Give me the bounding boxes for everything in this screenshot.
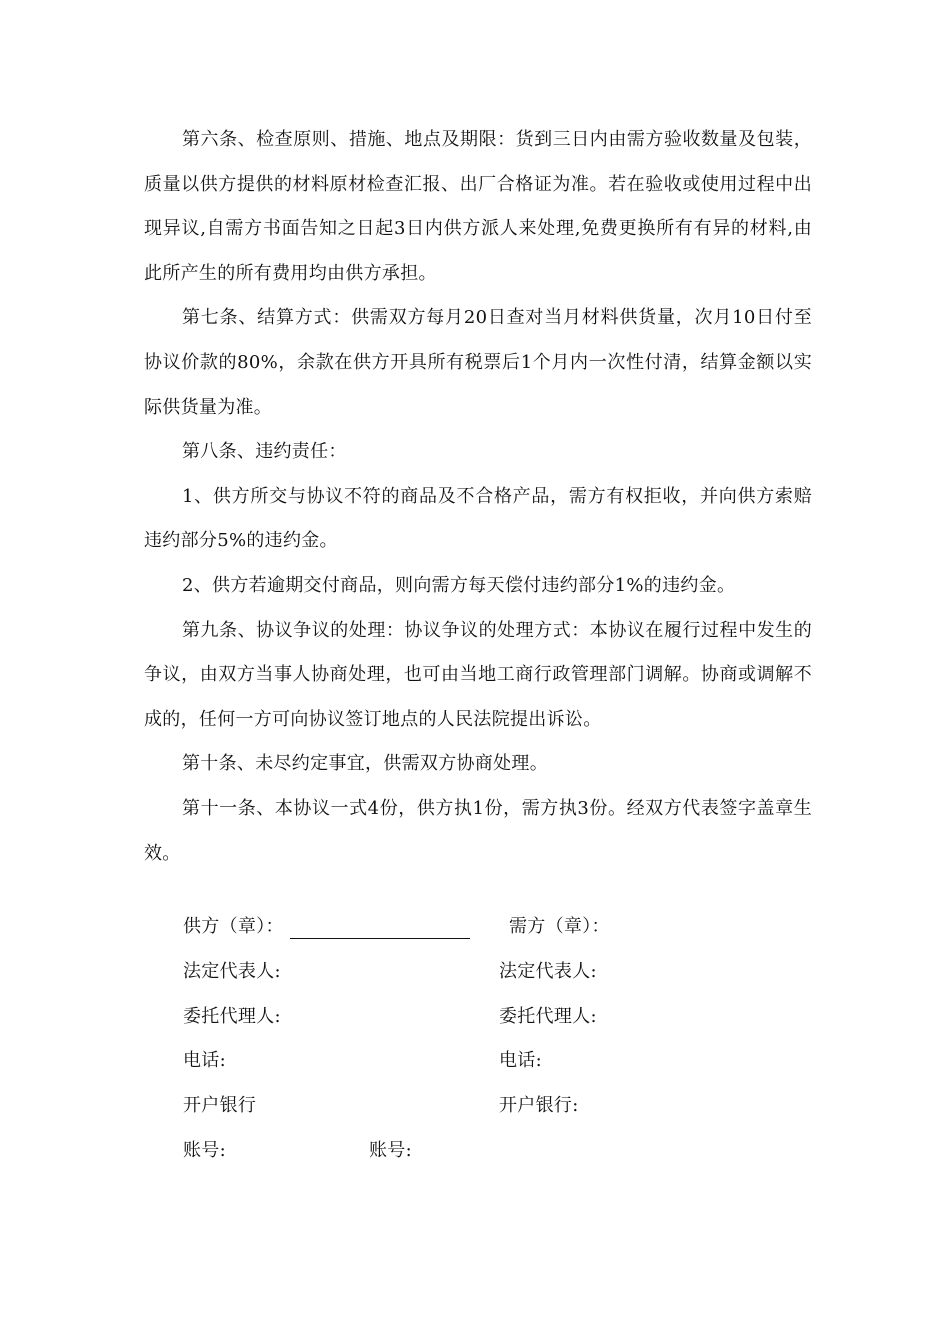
seal-row [183, 905, 823, 950]
buyer-agent-label: 委托代理人: [499, 1005, 597, 1027]
article-6-paragraph: 第六条、检查原则、措施、地点及期限：货到三日内由需方验收数量及包装，质量以供方提供的材料原材检查汇报、出厂合格证为准。若在验收或使用过程中出现异议,自需方书面告知之日起3日内供方派人来处理,免费更换所有有异的材料,由此所产生的所有费用均由供方承担。 [144, 129, 812, 284]
representative-row [183, 950, 823, 995]
buyer-bank-label: 开户银行: [499, 1095, 579, 1117]
contract-body [144, 118, 812, 876]
article-10-paragraph: 第十条、未尽约定事宜，供需双方协商处理。 [182, 753, 548, 775]
article-9-paragraph: 第九条、协议争议的处理：协议争议的处理方式：本协议在履行过程中发生的争议，由双方当事人协商处理，也可由当地工商行政管理部门调解。协商或调解不成的，任何一方可向协议签订地点的人民法院提出诉讼。 [144, 619, 812, 730]
article-8-clause-2: 2、供方若逾期交付商品，则向需方每天偿付违约部分1%的违约金。 [182, 574, 736, 596]
buyer-phone-label: 电话: [499, 1050, 542, 1072]
buyer-rep-label: 法定代表人: [499, 960, 597, 982]
article-8-heading: 第八条、违约责任： [182, 441, 347, 463]
agent-row [183, 995, 823, 1040]
article-7-paragraph: 第七条、结算方式：供需双方每月20日查对当月材料供货量，次月10日付至协议价款的80%，余款在供方开具所有税票后1个月内一次性付清，结算金额以实际供货量为准。 [144, 307, 812, 418]
article-8-clause-1: 1、供方所交与协议不符的商品及不合格产品，需方有权拒收，并向供方索赔违约部分5%的违约金。 [144, 485, 812, 552]
bank-row [183, 1084, 823, 1129]
buyer-account-label: 账号: [369, 1139, 412, 1161]
phone-row [183, 1039, 823, 1084]
supplier-phone-label: 电话: [183, 1050, 226, 1072]
supplier-agent-label: 委托代理人: [183, 1005, 281, 1027]
supplier-seal-underline [290, 938, 470, 939]
supplier-rep-label: 法定代表人: [183, 960, 281, 982]
article-11-paragraph: 第十一条、本协议一式4份，供方执1份，需方执3份。经双方代表签字盖章生效。 [144, 797, 812, 864]
signature-block [183, 905, 823, 1174]
buyer-seal-label: 需方（章）： [509, 916, 610, 937]
supplier-account-label: 账号: [183, 1139, 226, 1161]
supplier-seal-field [183, 905, 470, 950]
account-row [183, 1129, 823, 1174]
supplier-seal-label: 供方（章）： [183, 916, 284, 937]
supplier-bank-label: 开户银行 [183, 1095, 257, 1117]
